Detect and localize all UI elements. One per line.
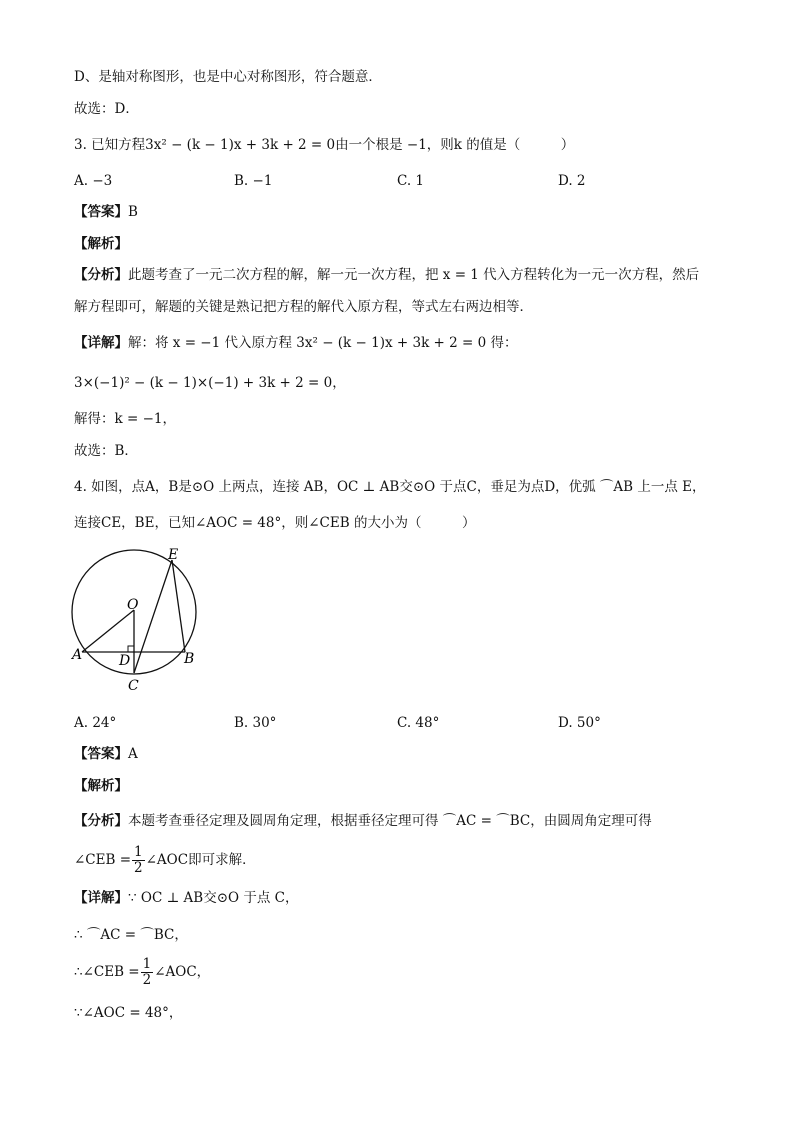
xiangjie-text: 解：将 x = −1 代入原方程 3x² − (k − 1)x + 3k + 2 = 0 得： [128,335,518,351]
q3-stem: 3. 已知方程3x² − (k − 1)x + 3k + 2 = 0由一个根是 −1，则k 的值是（ ） [74,137,575,153]
segment-oa [82,610,134,652]
answer-tag: 【答案】 [74,746,128,762]
right-angle-mark [128,646,134,652]
answer-value: A [128,746,138,762]
q4-answer [74,745,138,763]
fenxi-text: 本题考查垂径定理及圆周角定理，根据垂径定理可得 ⌒AC = ⌒BC，由圆周角定理可得 [128,813,652,829]
q4-option-c: C. 48° [397,715,440,731]
xiangjie-tag: 【详解】 [74,890,128,906]
q3-option-d: D. 2 [558,173,586,189]
q3-option-b: B. −1 [234,173,273,189]
segment-ec [134,560,172,673]
q4-option-b: B. 30° [234,715,277,731]
q3-jiexi-tag: 【解析】 [74,236,128,252]
step2-left: ∴∠CEB = [74,964,140,980]
q4-stem-line1: 4. 如图，点A，B是⊙O 上两点，连接 AB，OC ⊥ AB交⊙O 于点C，垂足为点D，优弧 ⌒AB 上一点 E， [74,479,706,495]
fraction-numerator: 1 [142,956,152,972]
fenxi-formula-left: ∠CEB = [74,852,132,868]
xiangjie-text: ∵ OC ⊥ AB交⊙O 于点 C， [128,890,299,906]
label-a: A [72,647,83,663]
q3-option-c: C. 1 [397,173,425,189]
q3-xiangjie [74,334,518,352]
fenxi-text: 此题考查了一元二次方程的解，解一元一次方程，把 x = 1 代入方程转化为一元一次方程，然后 [128,267,700,283]
previous-select: 故选：D． [74,101,139,117]
q3-option-a: A. −3 [74,173,113,189]
q3-step1: 3×(−1)² − (k − 1)×(−1) + 3k + 2 = 0， [74,375,346,391]
q4-option-a: A. 24° [74,715,117,731]
fraction-numerator: 1 [134,844,143,860]
label-c: C [128,678,139,694]
q4-option-d: D. 50° [558,715,601,731]
fenxi-tag: 【分析】 [74,813,128,829]
q4-xiangjie [74,889,299,907]
label-d: D [119,653,131,669]
q4-step1: ∴ ⌒AC = ⌒BC， [74,927,188,943]
q4-step3: ∵∠AOC = 48°， [74,1005,183,1021]
answer-tag: 【答案】 [74,204,128,220]
label-o: O [127,597,139,613]
label-b: B [184,651,195,667]
fenxi-formula-right: ∠AOC即可求解． [145,852,256,868]
d-option-conclusion: D、是轴对称图形，也是中心对称图形，符合题意． [74,69,382,85]
xiangjie-tag: 【详解】 [74,335,128,351]
q3-select: 故选：B． [74,443,138,459]
fraction-one-half [132,845,145,876]
q4-stem-line2: 连接CE，BE，已知∠AOC = 48°，则∠CEB 的大小为（ ） [74,515,476,531]
label-e: E [168,547,179,563]
fraction-one-half [141,957,154,988]
q3-answer [74,203,138,221]
q4-fenxi-line2 [74,844,256,876]
step2-right: ∠AOC， [154,964,211,980]
q3-fenxi-line1 [74,266,699,284]
q3-fenxi-line2: 解方程即可，解题的关键是熟记把方程的解代入原方程，等式左右两边相等． [74,299,533,315]
q4-fenxi-line1 [74,812,652,830]
circle-figure [68,546,208,696]
q4-step2 [74,956,210,988]
q3-step2: 解得：k = −1， [74,411,176,427]
fenxi-tag: 【分析】 [74,267,128,283]
fraction-denominator: 2 [134,860,143,876]
q4-jiexi-tag: 【解析】 [74,778,128,794]
answer-value: B [128,204,138,220]
fraction-denominator: 2 [142,972,152,988]
